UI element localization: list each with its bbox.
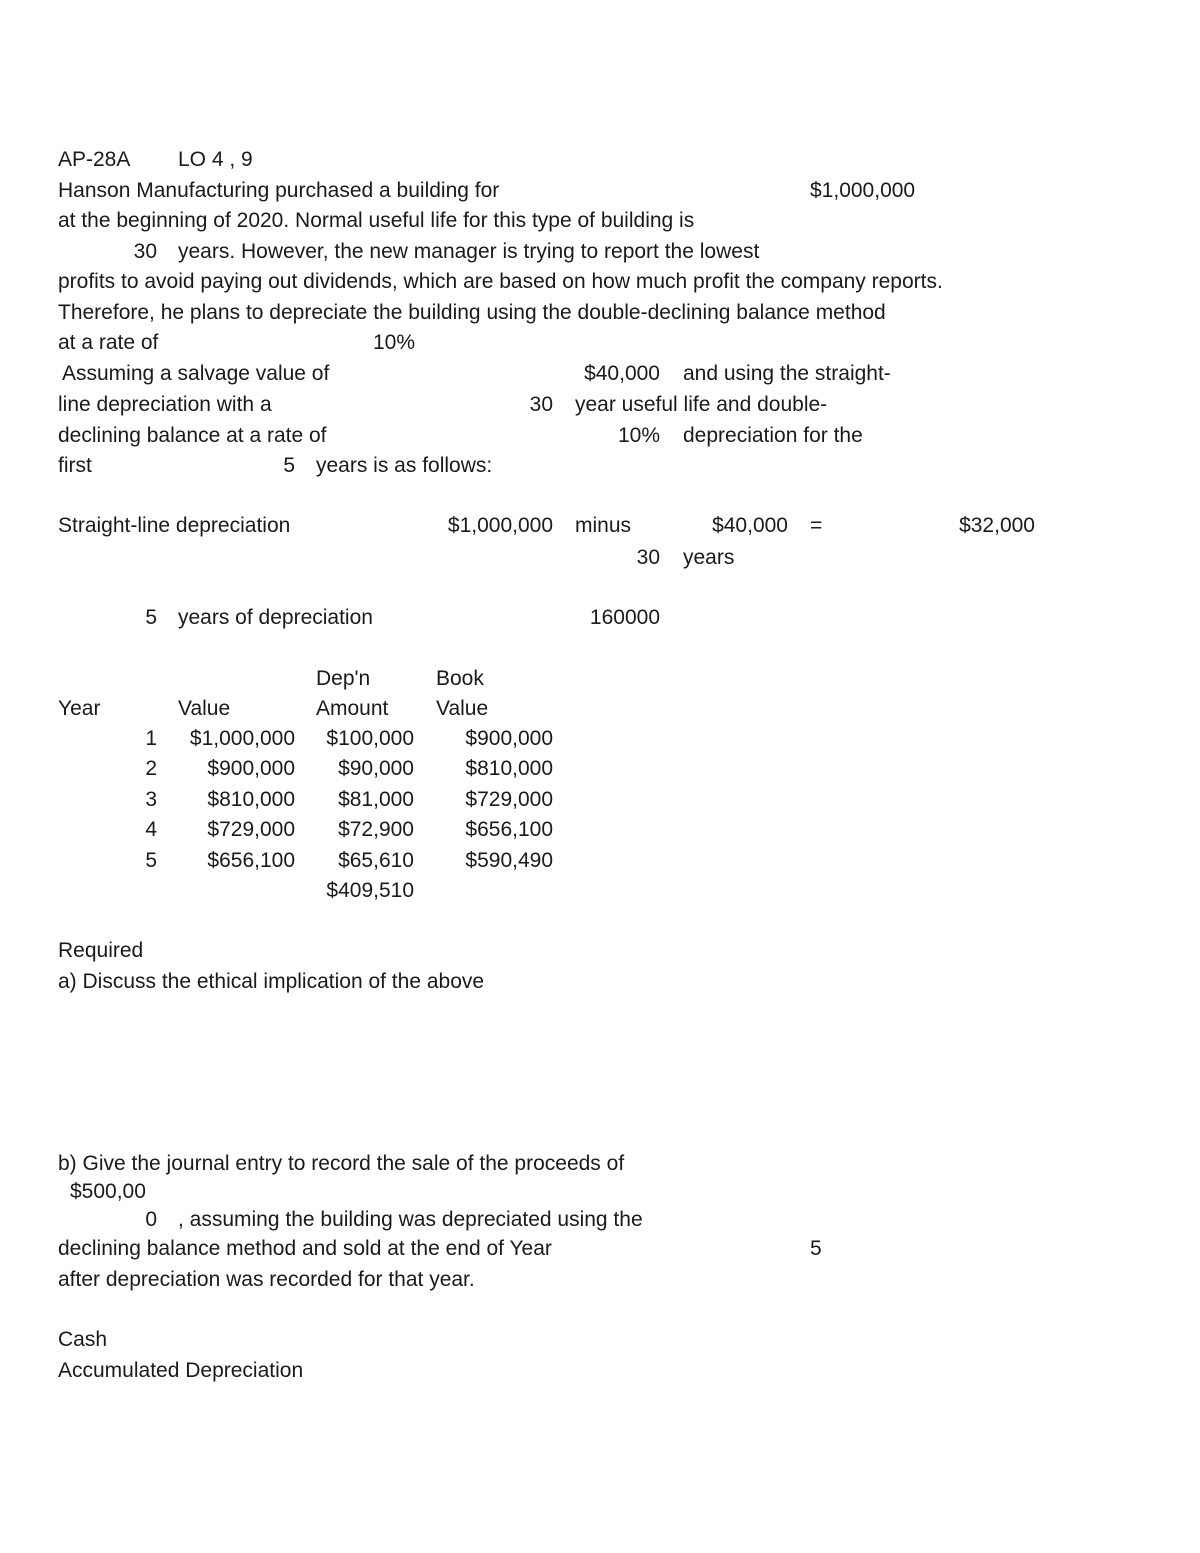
assume-line-4: first [58, 454, 92, 477]
straight-line-label: Straight-line depreciation [58, 514, 291, 537]
five-years-label: years of depreciation [178, 606, 373, 629]
row-book: $729,000 [465, 788, 553, 811]
sl-result: $32,000 [959, 514, 1035, 537]
row-dep: $81,000 [338, 788, 414, 811]
total-depreciation: $409,510 [326, 879, 414, 902]
intro-line-2: at the beginning of 2020. Normal useful life for this type of building is [58, 209, 695, 232]
intro-line-4: profits to avoid paying out dividends, which are based on how much profit the company reports. [58, 270, 943, 293]
header-value: Value [178, 697, 231, 720]
row-dep: $90,000 [338, 757, 414, 780]
row-value: $900,000 [207, 757, 295, 780]
row-book: $810,000 [465, 757, 553, 780]
requirement-a: a) Discuss the ethical implication of the above [58, 970, 485, 993]
requirement-b-line-2: , assuming the building was depreciated using the [178, 1208, 643, 1231]
five-years-total: 160000 [589, 606, 660, 629]
five-years-number: 5 [145, 606, 157, 629]
intro-line-5: Therefore, he plans to depreciate the building using the double-declining balance method [58, 301, 886, 324]
assume-line-3: declining balance at a rate of [58, 424, 327, 447]
journal-cash: Cash [58, 1328, 108, 1351]
row-year: 5 [145, 849, 157, 872]
row-year: 2 [145, 757, 157, 780]
row-dep: $72,900 [338, 818, 414, 841]
useful-life-years: 30 [133, 240, 157, 263]
header-book-bottom: Value [436, 697, 489, 720]
assume-line-2b: year useful life and double- [575, 393, 828, 416]
ddb-rate: 10% [372, 331, 415, 354]
salvage-value: $40,000 [584, 362, 660, 385]
intro-line-1: Hanson Manufacturing purchased a building for [58, 179, 500, 202]
problem-code: AP-28A [58, 148, 131, 171]
row-book: $656,100 [465, 818, 553, 841]
intro-line-6: at a rate of [58, 331, 159, 354]
requirement-b-line-3: declining balance method and sold at the end of Year [58, 1237, 552, 1260]
journal-accumulated-depreciation: Accumulated Depreciation [58, 1359, 304, 1382]
sl-cost: $1,000,000 [447, 514, 553, 537]
sl-years-number: 30 [636, 546, 660, 569]
row-value: $656,100 [207, 849, 295, 872]
assume-line-4b: years is as follows: [316, 454, 493, 477]
assume-years: 30 [529, 393, 553, 416]
row-dep: $100,000 [326, 727, 414, 750]
header-dep-top: Dep'n [316, 667, 371, 690]
first-years: 5 [283, 454, 295, 477]
row-value: $729,000 [207, 818, 295, 841]
assume-line-1b: and using the straight- [683, 362, 891, 385]
assume-line-1: Assuming a salvage value of [62, 362, 330, 385]
requirement-b-line-1: b) Give the journal entry to record the sale of the proceeds of [58, 1152, 625, 1175]
row-year: 1 [145, 727, 157, 750]
sl-years-word: years [683, 546, 735, 569]
required-heading: Required [58, 939, 144, 962]
row-dep: $65,610 [338, 849, 414, 872]
sale-amount-part-2: 0 [145, 1208, 157, 1231]
sale-amount-part-1: $500,00 [70, 1180, 146, 1203]
row-year: 3 [145, 788, 157, 811]
row-value: $810,000 [207, 788, 295, 811]
header-book-top: Book [436, 667, 484, 690]
sl-equals: = [810, 514, 823, 537]
row-book: $590,490 [465, 849, 553, 872]
assume-line-3b: depreciation for the [683, 424, 863, 447]
sl-minus: minus [575, 514, 632, 537]
row-value: $1,000,000 [189, 727, 295, 750]
row-year: 4 [145, 818, 157, 841]
assume-line-2: line depreciation with a [58, 393, 272, 416]
learning-objective: LO 4 , 9 [178, 148, 253, 171]
requirement-b-line-4: after depreciation was recorded for that year. [58, 1268, 475, 1291]
sale-year: 5 [810, 1237, 822, 1260]
intro-line-3: years. However, the new manager is trying to report the lowest [178, 240, 760, 263]
building-cost: $1,000,000 [810, 179, 916, 202]
sl-salvage: $40,000 [712, 514, 788, 537]
assume-rate: 10% [617, 424, 660, 447]
header-dep-bottom: Amount [316, 697, 389, 720]
row-book: $900,000 [465, 727, 553, 750]
header-year: Year [58, 697, 101, 720]
